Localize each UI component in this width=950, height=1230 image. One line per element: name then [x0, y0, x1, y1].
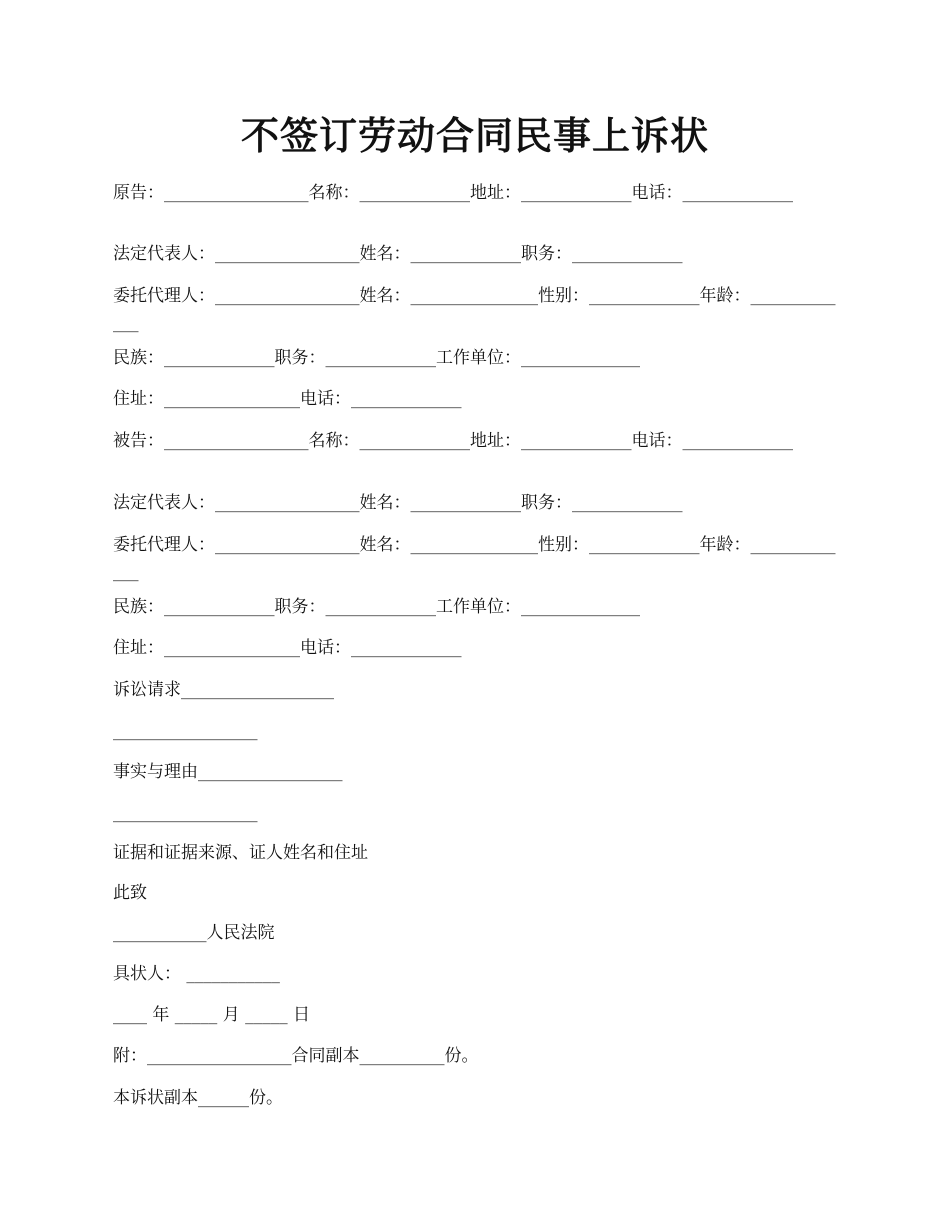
plaintiff-ethnicity-line: 民族：_____________职务：_____________工作单位：______________: [113, 348, 640, 368]
evidence-line: 证据和证据来源、证人姓名和住址: [113, 843, 368, 863]
claims-continuation-line: _________________: [113, 721, 258, 741]
facts-continuation-line: _________________: [113, 803, 258, 823]
plaintiff-line: 原告：_________________名称：_____________地址：_____________电话：_____________: [113, 183, 793, 203]
salutation-line: 此致: [113, 883, 147, 903]
facts-reasons-line: 事实与理由_________________: [113, 762, 343, 782]
defendant-ethnicity-line: 民族：_____________职务：_____________工作单位：______________: [113, 597, 640, 617]
date-line: ____ 年 _____ 月 _____ 日: [113, 1005, 311, 1025]
defendant-line: 被告：_________________名称：_____________地址：_____________电话：_____________: [113, 431, 793, 451]
plaintiff-address-line: 住址：________________电话：_____________: [113, 389, 462, 409]
court-line: ___________人民法院: [113, 923, 275, 943]
document-title: 不签订劳动合同民事上诉状: [240, 113, 709, 158]
defendant-address-line: 住址：________________电话：_____________: [113, 638, 462, 658]
attachment-line: 附：_________________合同副本__________份。: [113, 1046, 479, 1066]
defendant-agent-line: 委托代理人：_________________姓名：_______________性别：_____________年龄：_____________: [113, 535, 836, 582]
petitioner-line: 具状人： ___________: [113, 964, 280, 984]
claims-line: 诉讼请求__________________: [113, 680, 334, 700]
plaintiff-agent-line: 委托代理人：_________________姓名：_______________性别：_____________年龄：_____________: [113, 286, 836, 333]
plaintiff-legal-rep-line: 法定代表人：_________________姓名：_____________职务：_____________: [113, 244, 683, 264]
defendant-legal-rep-line: 法定代表人：_________________姓名：_____________职务：_____________: [113, 493, 683, 513]
copies-line: 本诉状副本______份。: [113, 1088, 283, 1108]
